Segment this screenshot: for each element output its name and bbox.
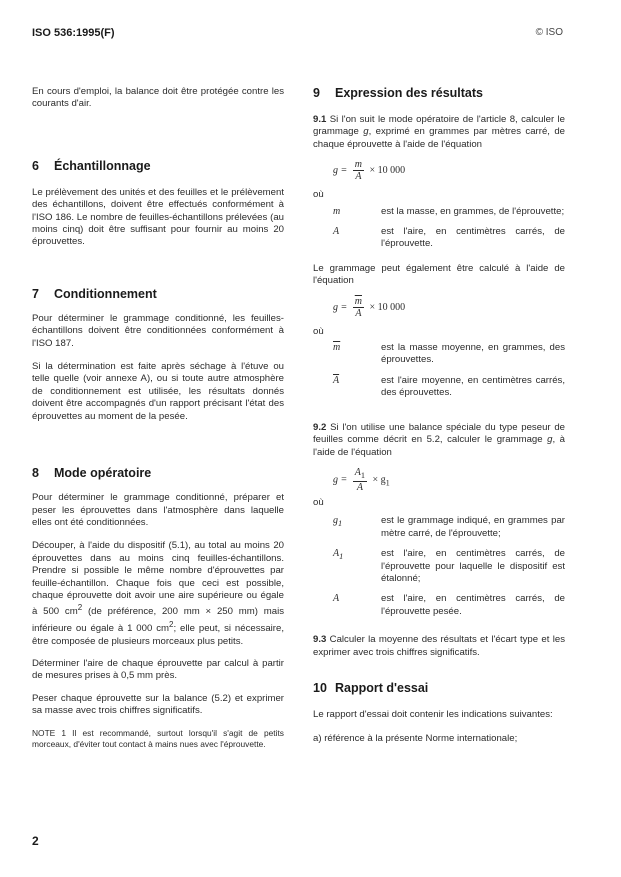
section-8-paragraph-2: Découper, à l'aide du dispositif (5.1), au total au moins 20 éprouvettes dans au moins cinq feuilles-échantillons. Prendre si possible le même nombre d'éprouvettes par feuille-échantillon. Chaque fois que ceci est possible, chaque éprouvette doit avoir une aire supérieure ou égale à 500 $cm^2$ (de préférence, 200 mm × 250 mm) mais inférieure ou égale à 1 000 $cm^2$; elle peut, si nécessaire, être composée de plusieurs morceaux plus petits.	[32, 540, 284, 647]
note-1: NOTE 1 Il est recommandé, surtout lorsqu'il s'agit de petits morceaux, d'éviter tout contact à mains nues avec l'éprouvette.	[32, 727, 284, 749]
section-7-heading	[32, 287, 284, 301]
section-number: 9	[313, 86, 320, 100]
definitions-2	[313, 342, 565, 400]
section-title: Rapport d'essai	[335, 680, 429, 695]
equation-2: g = $\frac{\overline{m}}{A}$ × 10 000	[333, 295, 406, 319]
definition-A2: A est l'aire, en centimètres carrés, de l'éprouvette pesée.	[333, 593, 565, 617]
section-7-paragraph-2: Si la détermination est faite après séchage à l'étuve ou telle quelle (voir annexe A), ou si toute autre atmosphère de conditionnement est utilisée, les résultats donnés doivent être accompagnés d'un rapport précisant l'état des éprouvettes au moment de la pesée.	[32, 361, 284, 422]
standard-id: ISO 536:1995(F)	[32, 27, 115, 39]
definition-m: m est la masse, en grammes, de l'éprouvette;	[333, 205, 565, 217]
intro-paragraph: En cours d'emploi, la balance doit être protégée contre les courants d'air.	[32, 86, 284, 110]
section-7-paragraph-1: Pour déterminer le grammage conditionné, les feuilles-échantillons doivent être conditionnées conformément à l'ISO 187.	[32, 312, 284, 349]
right-column	[313, 86, 565, 746]
definitions-3	[313, 515, 565, 618]
section-8-paragraph-4: Peser chaque éprouvette sur la balance (5.2) et exprimer sa masse avec trois chiffres significatifs.	[32, 692, 284, 717]
section-title: Expression des résultats	[335, 86, 483, 100]
where-label: où	[313, 496, 324, 508]
section-title: Mode opératoire	[54, 466, 152, 481]
section-number: 7	[32, 286, 39, 301]
section-10-heading	[313, 681, 565, 695]
definitions-1	[313, 206, 565, 251]
clause-9-1: 9.1 Si l'on suit le mode opératoire de l'article 8, calculer le grammage g, exprimé en grammes par mètres carré, de chaque éprouvette à l'aide de l'équation	[313, 114, 565, 150]
left-column	[32, 86, 284, 750]
list-item-a: a) référence à la présente Norme internationale;	[313, 733, 518, 745]
section-title: Échantillonnage	[54, 158, 151, 173]
where-label: où	[313, 325, 324, 337]
definition-g1: $g_1$ est le grammage indiqué, en grammes par mètre carré, de l'éprouvette;	[333, 515, 565, 539]
definition-A1: $A_1$ est l'aire, en centimètres carrés, de l'éprouvette pour laquelle le dispositif est étalonné;	[333, 548, 565, 584]
equation-3: g = $\frac{A_1}{A}$ × $g_1$	[333, 466, 390, 493]
definition-m-bar: $\overline{m}$ est la masse moyenne, en grammes, des éprouvettes.	[333, 342, 565, 366]
section-8-paragraph-3: Déterminer l'aire de chaque éprouvette par calcul à partir de mesures prises à 0,5 mm près.	[32, 657, 284, 682]
section-number: 10	[313, 680, 327, 695]
section-9-heading	[313, 86, 565, 100]
definition-A-bar: $\overline{A}$ est l'aire moyenne, en centimètres carrés, des éprouvettes.	[333, 374, 565, 399]
copyright: © ISO	[535, 27, 563, 38]
definition-A: A est l'aire, en centimètres carrés, de l'éprouvette.	[333, 226, 565, 250]
section-6-paragraph: Le prélèvement des unités et des feuilles et le prélèvement des échantillons, doivent être effectués conformément à l'ISO 186. Le nombre de feuilles-échantillons prélevées (au moins cinq) doit être suffisant pour fournir au moins 20 éprouvettes.	[32, 186, 284, 248]
section-8-heading	[32, 466, 284, 480]
section-8-paragraph-1: Pour déterminer le grammage conditionné, préparer et peser les éprouvettes dans l'atmosphère dans laquelle elles ont été conditionnées.	[32, 492, 284, 528]
clause-9-3: 9.3 Calculer la moyenne des résultats et l'écart type et les exprimer avec trois chiffres significatifs.	[313, 634, 565, 658]
alt-equation-intro: Le grammage peut également être calculé à l'aide de l'équation	[313, 262, 565, 287]
section-title: Conditionnement	[54, 286, 157, 301]
section-6-heading	[32, 159, 284, 173]
section-number: 8	[32, 466, 39, 481]
equation-1: g = $\frac{m}{A}$ × 10 000	[333, 159, 406, 183]
clause-9-2: 9.2 Si l'on utilise une balance spéciale du type peseur de feuilles comme décrit en 5.2, calculer le grammage g, à l'aide de l'équation	[313, 421, 566, 458]
section-10-paragraph: Le rapport d'essai doit contenir les indications suivantes:	[313, 708, 553, 720]
where-label: où	[313, 189, 324, 201]
page-number: 2	[32, 834, 39, 848]
section-number: 6	[32, 158, 39, 173]
